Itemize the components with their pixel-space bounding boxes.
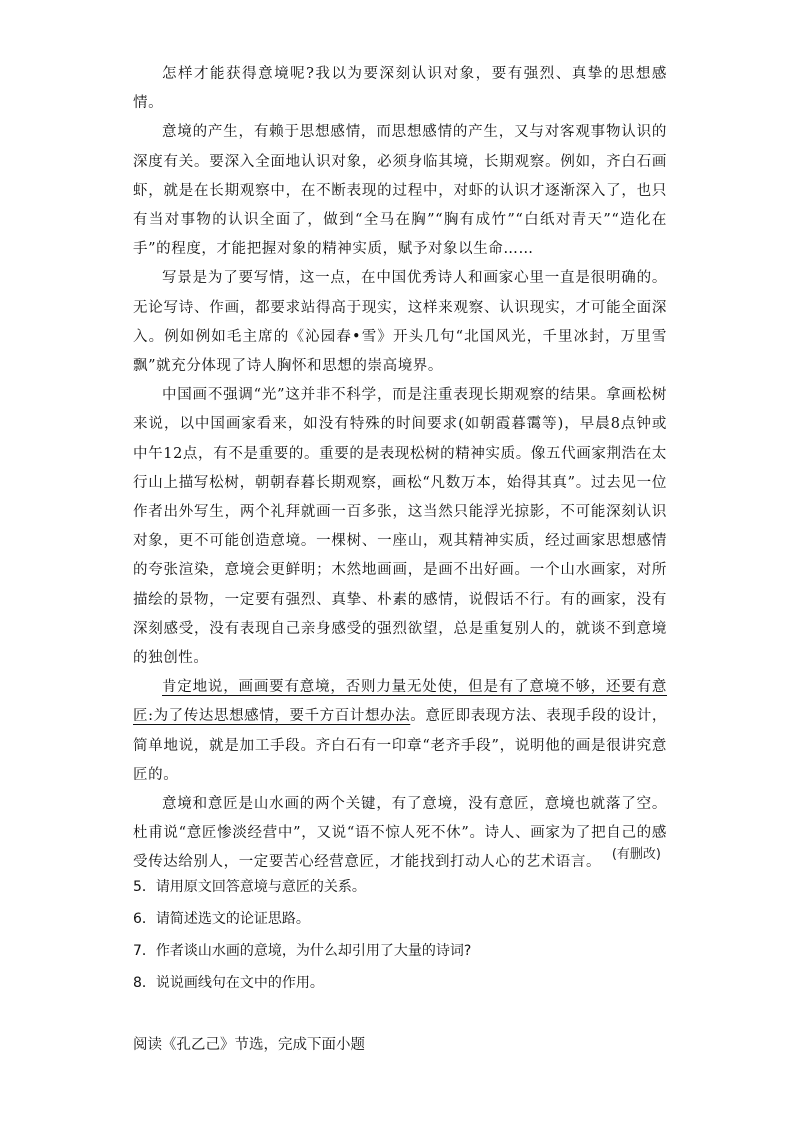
paragraph-3: 写景是为了要写情，这一点，在中国优秀诗人和画家心里一直是很明确的。无论写诗、作画，都要求站得高于现实，这样来观察、认识现实，才可能全面深入。例如例如毛主席的《沁园春•雪》开头几句“北国风光，千里冰封，万里雪飘”就充分体现了诗人胸怀和思想的崇高境界。 <box>133 270 667 375</box>
question-5: 5．请用原文回答意境与意匠的关系。 <box>133 879 366 895</box>
question-6: 6．请简述选文的论证思路。 <box>133 911 310 927</box>
question-list <box>133 877 673 1005</box>
paragraph-6: 意境和意匠是山水画的两个关键，有了意境，没有意匠，意境也就落了空。杜甫说“意匠惨淡经营中”，又说“语不惊人死不休”。诗人、画家为了把自己的感受传达给别人，一定要苦心经营意匠，才能找到打动人心的艺术语言。 <box>133 796 667 871</box>
paragraph-4: 中国画不强调“光”这并非不科学，而是注重表现长期观察的结果。拿画松树来说，以中国画家看来，如没有特殊的时间要求(如朝霞暮霭等)，早晨8点钟或中午12点，有不是重要的。重要的是表现松树的精神实质。像五代画家荆浩在太行山上描写松树，朝朝春暮长期观察，画松“凡数万本，始得其真”。过去见一位作者出外写生，两个礼拜就画一百多张，这当然只能浮光掠影，不可能深刻认识对象，更不可能创造意境。一棵树、一座山，观其精神实质，经过画家思想感情的夸张渲染，意境会更鲜明；木然地画画，是画不出好画。一个山水画家，对所描绘的景物，一定要有强烈、真挚、朴素的感情，说假话不行。有的画家，没有深刻感受，没有表现自己亲身感受的强烈欲望，总是重复别人的，就谈不到意境的独创性。 <box>133 387 667 667</box>
source-note: (有删改) <box>611 847 661 862</box>
essay-passage <box>133 60 667 878</box>
paragraph-1: 怎样才能获得意境呢?我以为要深刻认识对象，要有强烈、真挚的思想感情。 <box>133 66 667 112</box>
paragraph-2: 意境的产生，有赖于思想感情，而思想感情的产生，又与对客观事物认识的深度有关。要深入全面地认识对象，必须身临其境，长期观察。例如，齐白石画虾，就是在长期观察中，在不断表现的过程中，对虾的认识才逐渐深入了，也只有当对事物的认识全面了，做到“全马在胸”“胸有成竹”“白纸对青天”“造化在手”的程度，才能把握对象的精神实质，赋予对象以生命…… <box>133 124 667 258</box>
paragraph-5 <box>133 673 667 790</box>
question-8: 8．说说画线句在文中的作用。 <box>133 975 324 991</box>
paragraph-5-rest: 。意匠即表现方法、表现手段的设计，简单地说，就是加工手段。齐白石有一印章“老齐手段”，说明他的画是很讲究意匠的。 <box>133 708 667 783</box>
question-7: 7．作者谈山水画的意境，为什么却引用了大量的诗词? <box>133 943 472 959</box>
next-reading-prompt: 阅读《孔乙己》节选，完成下面小题 <box>133 1037 365 1053</box>
underlined-sentence: 肯定地说，画画要有意境，否则力量无处使，但是有了意境不够，还要有意匠:为了传达思想感情，要千方百计想办法 <box>133 679 667 725</box>
